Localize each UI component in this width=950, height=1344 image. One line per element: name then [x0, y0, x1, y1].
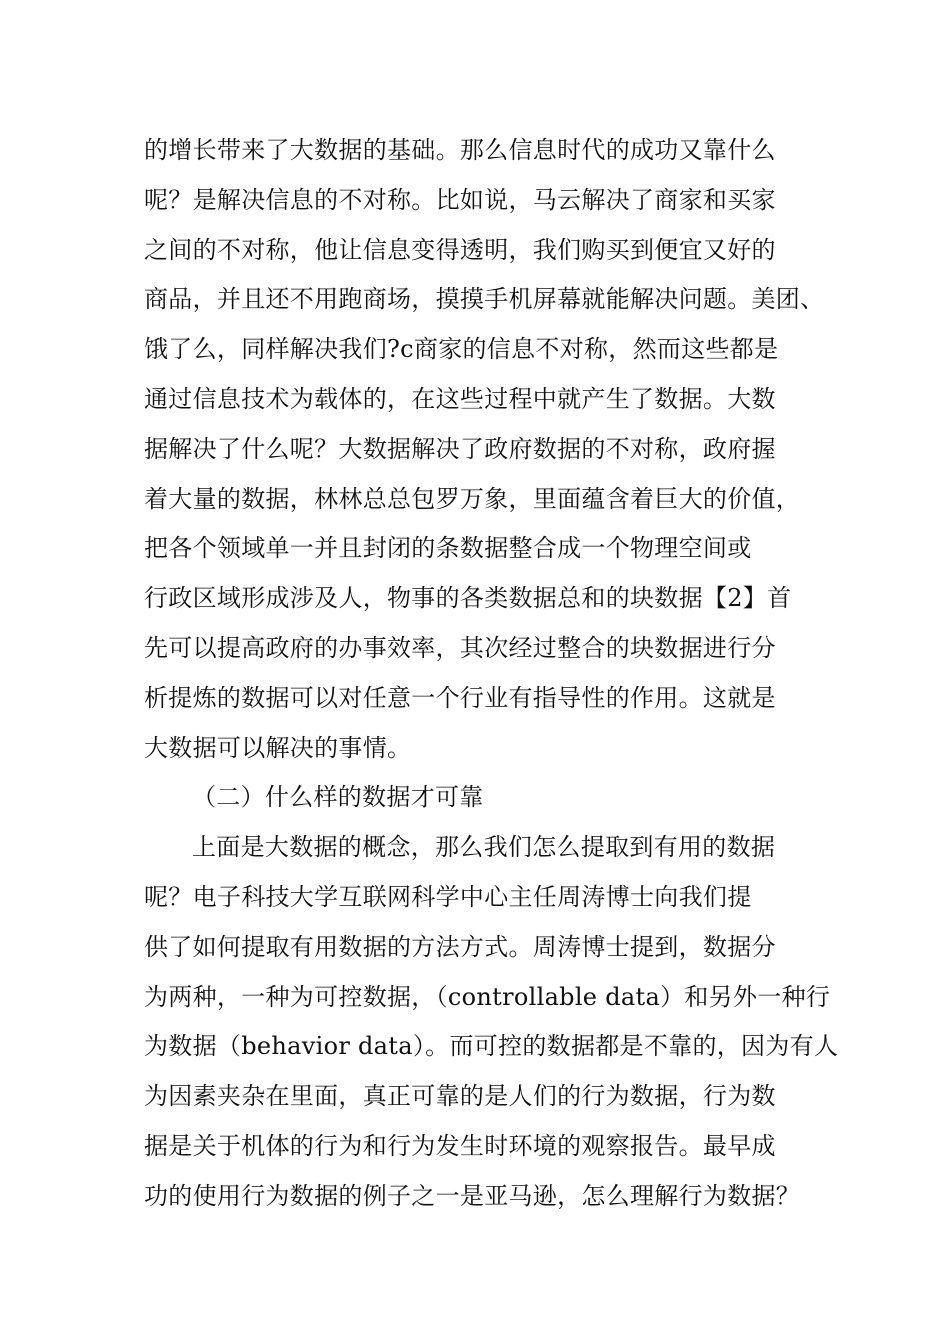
text-line: 先可以提高政府的办事效率，其次经过整合的块数据进行分 [144, 633, 776, 662]
text-line: 把各个领域单一并且封闭的条数据整合成一个物理空间或 [144, 534, 752, 563]
text-line: 呢？是解决信息的不对称。比如说，马云解决了商家和买家 [144, 185, 776, 214]
section-heading: （二）什么样的数据才可靠 [192, 783, 484, 812]
text-line: 据是关于机体的行为和行为发生时环境的观察报告。最早成 [144, 1131, 776, 1160]
text-line: 行政区域形成涉及人，物事的各类数据总和的块数据【2】首 [144, 584, 792, 613]
text-line: 为数据（behavior data）。而可控的数据都是不靠的，因为有人 [144, 1032, 839, 1061]
paragraph-first-line: 上面是大数据的概念，那么我们怎么提取到有用的数据 [192, 833, 776, 862]
text-line: 着大量的数据，林林总总包罗万象，里面蕴含着巨大的价值， [144, 484, 801, 513]
text-line: 据解决了什么呢？大数据解决了政府数据的不对称，政府握 [144, 434, 776, 463]
text-line: 之间的不对称，他让信息变得透明，我们购买到便宜又好的 [144, 235, 776, 264]
text-line: 的增长带来了大数据的基础。那么信息时代的成功又靠什么 [144, 136, 776, 164]
text-line: 呢？电子科技大学互联网科学中心主任周涛博士向我们提 [144, 882, 752, 911]
text-line: 饿了么，同样解决我们?c商家的信息不对称，然而这些都是 [144, 335, 779, 364]
text-line: 供了如何提取有用数据的方法方式。周涛博士提到，数据分 [144, 932, 776, 961]
text-line: 通过信息技术为载体的，在这些过程中就产生了数据。大数 [144, 384, 776, 413]
body-text [144, 126, 839, 1222]
text-line: 析提炼的数据可以对任意一个行业有指导性的作用。这就是 [144, 683, 776, 712]
text-line: 商品，并且还不用跑商场，摸摸手机屏幕就能解决问题。美团、 [144, 285, 825, 314]
text-line: 为两种，一种为可控数据，（controllable data）和另外一种行 [144, 982, 831, 1011]
text-line: 功的使用行为数据的例子之一是亚马逊，怎么理解行为数据？ [144, 1181, 801, 1210]
text-line: 大数据可以解决的事情。 [144, 733, 412, 762]
text-line: 为因素夹杂在里面，真正可靠的是人们的行为数据，行为数 [144, 1082, 776, 1111]
